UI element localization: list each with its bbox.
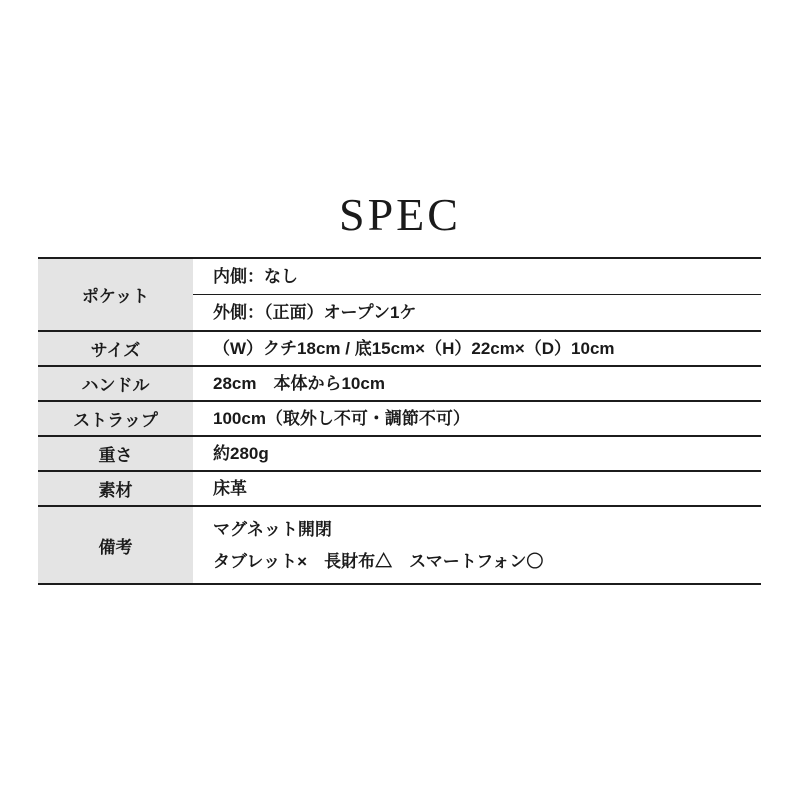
- row-value: （W）クチ18cm / 底15cm×（H）22cm×（D）10cm: [213, 339, 615, 358]
- row-value-cell: [193, 259, 761, 330]
- table-row: [38, 402, 761, 437]
- row-value-cell: [193, 472, 761, 505]
- row-value-cell: [193, 437, 761, 470]
- table-row: [38, 332, 761, 367]
- row-value: 内側：なし: [193, 259, 761, 295]
- row-value-cell: [193, 332, 761, 365]
- table-row: [38, 472, 761, 507]
- table-row: [38, 259, 761, 332]
- row-label: ストラップ: [38, 402, 193, 435]
- row-label: ポケット: [38, 259, 193, 330]
- row-label: 重さ: [38, 437, 193, 470]
- row-value: 100cm（取外し不可・調節不可）: [213, 409, 470, 428]
- table-row: [38, 367, 761, 402]
- row-value: 約280g: [213, 444, 269, 463]
- row-label: サイズ: [38, 332, 193, 365]
- row-label: 素材: [38, 472, 193, 505]
- table-row: [38, 507, 761, 585]
- spec-table: [38, 257, 761, 585]
- row-value: マグネット開閉: [213, 519, 332, 539]
- table-row: [38, 437, 761, 472]
- row-value: 28cm 本体から10cm: [213, 374, 385, 393]
- page-title: SPEC: [339, 189, 461, 240]
- row-value: 床革: [213, 479, 247, 498]
- row-label: 備考: [38, 507, 193, 583]
- row-value-cell: [193, 367, 761, 400]
- row-value: タブレット× 長財布△ スマートフォン〇: [213, 551, 544, 571]
- row-value: 外側：（正面）オープン1ケ: [213, 303, 417, 322]
- row-label: ハンドル: [38, 367, 193, 400]
- row-value-cell: [193, 402, 761, 435]
- row-value-cell: [193, 507, 761, 583]
